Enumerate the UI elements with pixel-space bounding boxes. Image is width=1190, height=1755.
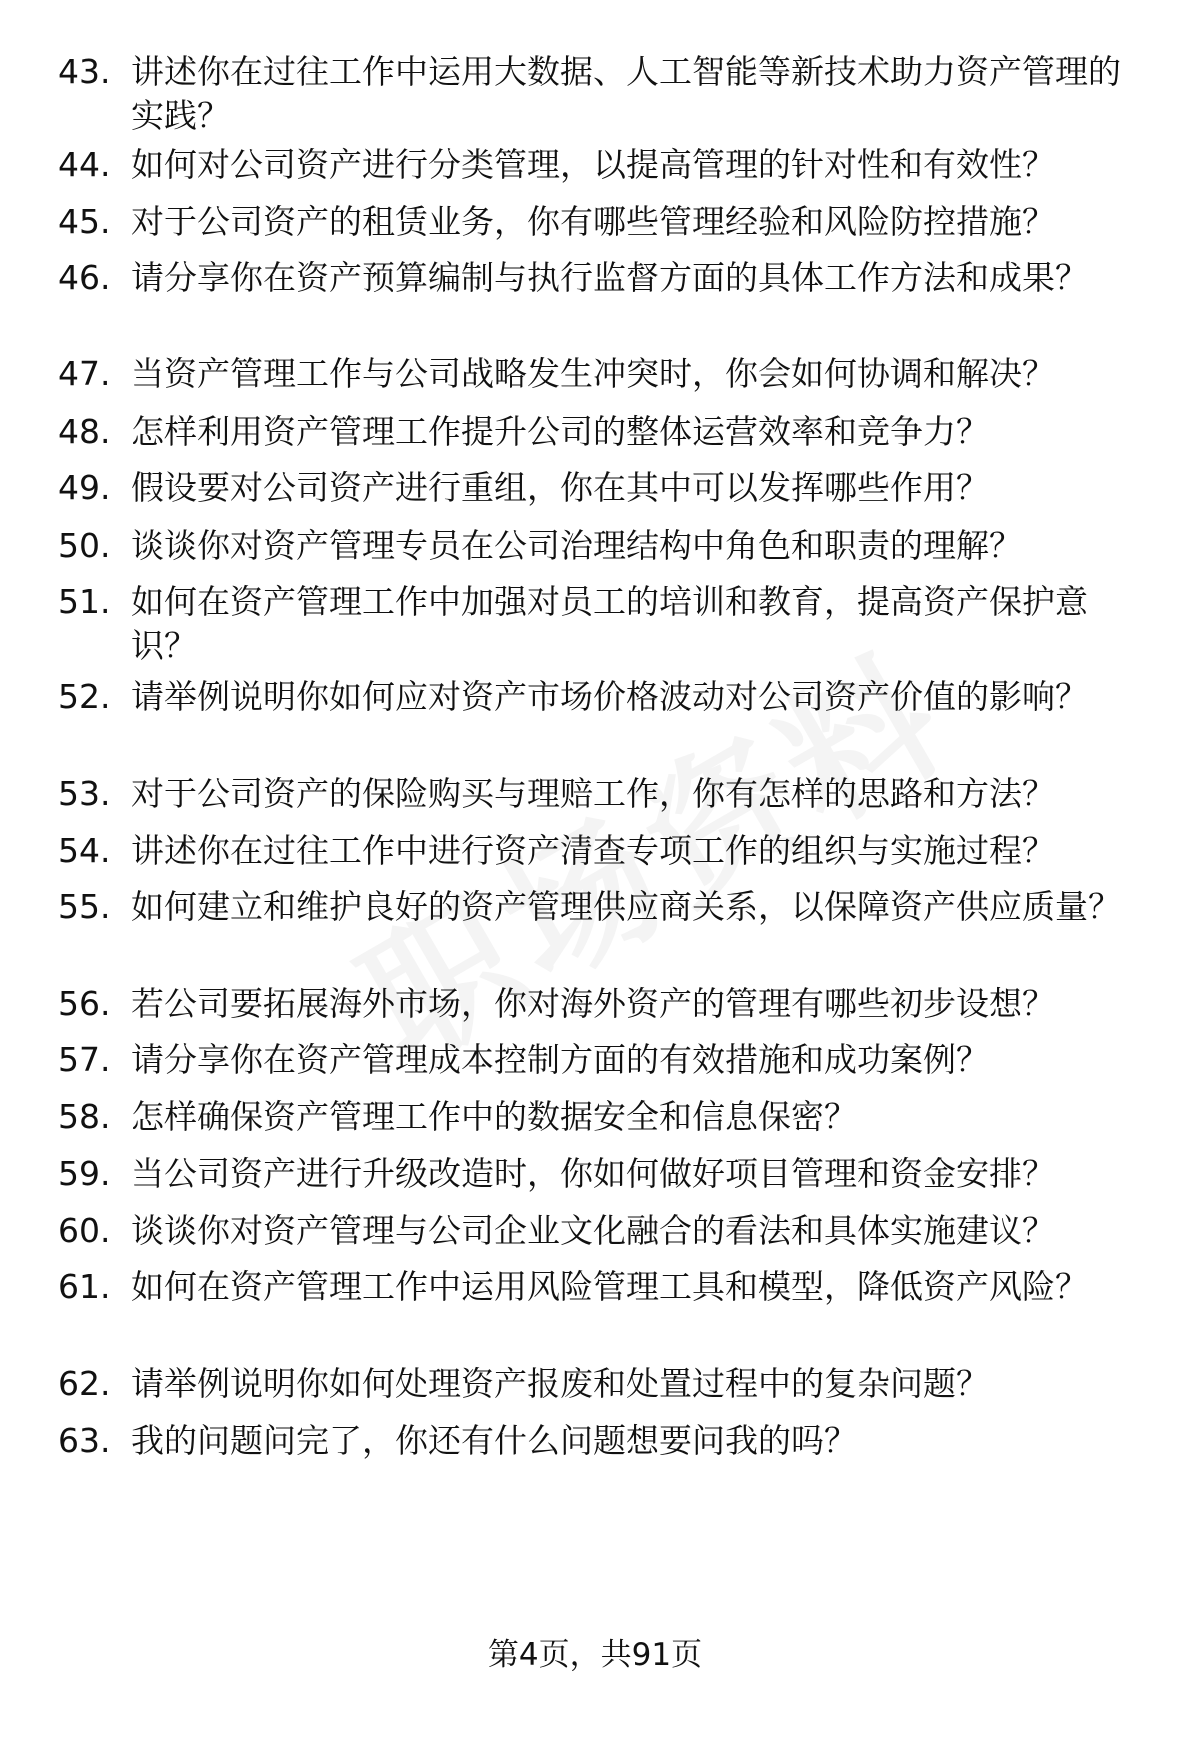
- question-number: 50.: [58, 526, 111, 565]
- question-number: 49.: [58, 468, 111, 507]
- list-item: [58, 885, 1148, 929]
- list-item: [58, 1152, 1148, 1196]
- question-number: 46.: [58, 258, 111, 297]
- question-number: 48.: [58, 412, 111, 451]
- list-item: [58, 675, 1148, 719]
- list-item: [58, 982, 1148, 1026]
- question-text: 请分享你在资产管理成本控制方面的有效措施和成功案例？: [131, 1040, 989, 1079]
- question-number: 61.: [58, 1267, 111, 1306]
- question-text: 讲述你在过往工作中运用大数据、人工智能等新技术助力资产管理的实践？: [131, 52, 1121, 135]
- question-text: 怎样利用资产管理工作提升公司的整体运营效率和竞争力？: [131, 412, 989, 451]
- list-item: [58, 524, 1148, 568]
- question-text: 请举例说明你如何处理资产报废和处置过程中的复杂问题？: [131, 1364, 989, 1403]
- question-number: 59.: [58, 1154, 111, 1193]
- list-item: [58, 1209, 1148, 1253]
- list-item: [58, 1095, 1148, 1139]
- list-item: [58, 1038, 1148, 1082]
- question-text: 如何在资产管理工作中加强对员工的培训和教育，提高资产保护意识？: [131, 582, 1088, 665]
- question-text: 对于公司资产的保险购买与理赔工作，你有怎样的思路和方法？: [131, 774, 1055, 813]
- question-text: 当公司资产进行升级改造时，你如何做好项目管理和资金安排？: [131, 1154, 1055, 1193]
- list-item: [58, 1362, 1148, 1406]
- list-item: [58, 829, 1148, 873]
- question-text: 若公司要拓展海外市场，你对海外资产的管理有哪些初步设想？: [131, 984, 1055, 1023]
- question-number: 62.: [58, 1364, 111, 1403]
- question-number: 58.: [58, 1097, 111, 1136]
- question-text: 对于公司资产的租赁业务，你有哪些管理经验和风险防控措施？: [131, 202, 1055, 241]
- page-number: 第4页，共91页: [487, 1637, 703, 1673]
- question-text: 请举例说明你如何应对资产市场价格波动对公司资产价值的影响？: [131, 677, 1088, 716]
- question-text: 假设要对公司资产进行重组，你在其中可以发挥哪些作用？: [131, 468, 989, 507]
- list-item: [58, 143, 1148, 187]
- question-number: 60.: [58, 1211, 111, 1250]
- list-item: [58, 410, 1148, 454]
- question-text: 我的问题问完了，你还有什么问题想要问我的吗？: [131, 1421, 857, 1460]
- question-number: 51.: [58, 582, 111, 621]
- question-text: 如何在资产管理工作中运用风险管理工具和模型，降低资产风险？: [131, 1267, 1088, 1306]
- question-number: 47.: [58, 354, 111, 393]
- question-number: 56.: [58, 984, 111, 1023]
- question-number: 54.: [58, 831, 111, 870]
- question-text: 当资产管理工作与公司战略发生冲突时，你会如何协调和解决？: [131, 354, 1055, 393]
- question-number: 43.: [58, 52, 111, 91]
- question-text: 怎样确保资产管理工作中的数据安全和信息保密？: [131, 1097, 857, 1136]
- list-item: [58, 50, 1148, 138]
- question-number: 55.: [58, 887, 111, 926]
- question-text: 谈谈你对资产管理专员在公司治理结构中角色和职责的理解？: [131, 526, 1022, 565]
- question-text: 请分享你在资产预算编制与执行监督方面的具体工作方法和成果？: [131, 258, 1088, 297]
- question-number: 57.: [58, 1040, 111, 1079]
- list-item: [58, 466, 1148, 510]
- question-number: 53.: [58, 774, 111, 813]
- list-item: [58, 1265, 1148, 1309]
- question-number: 45.: [58, 202, 111, 241]
- question-text: 讲述你在过往工作中进行资产清查专项工作的组织与实施过程？: [131, 831, 1055, 870]
- question-number: 52.: [58, 677, 111, 716]
- list-item: [58, 772, 1148, 816]
- question-number: 44.: [58, 145, 111, 184]
- question-number: 63.: [58, 1421, 111, 1460]
- question-text: 如何建立和维护良好的资产管理供应商关系，以保障资产供应质量？: [131, 887, 1121, 926]
- list-item: [58, 352, 1148, 396]
- list-item: [58, 256, 1148, 300]
- question-text: 谈谈你对资产管理与公司企业文化融合的看法和具体实施建议？: [131, 1211, 1055, 1250]
- question-text: 如何对公司资产进行分类管理，以提高管理的针对性和有效性？: [131, 145, 1055, 184]
- list-item: [58, 1419, 1148, 1463]
- list-item: [58, 580, 1148, 668]
- list-item: [58, 200, 1148, 244]
